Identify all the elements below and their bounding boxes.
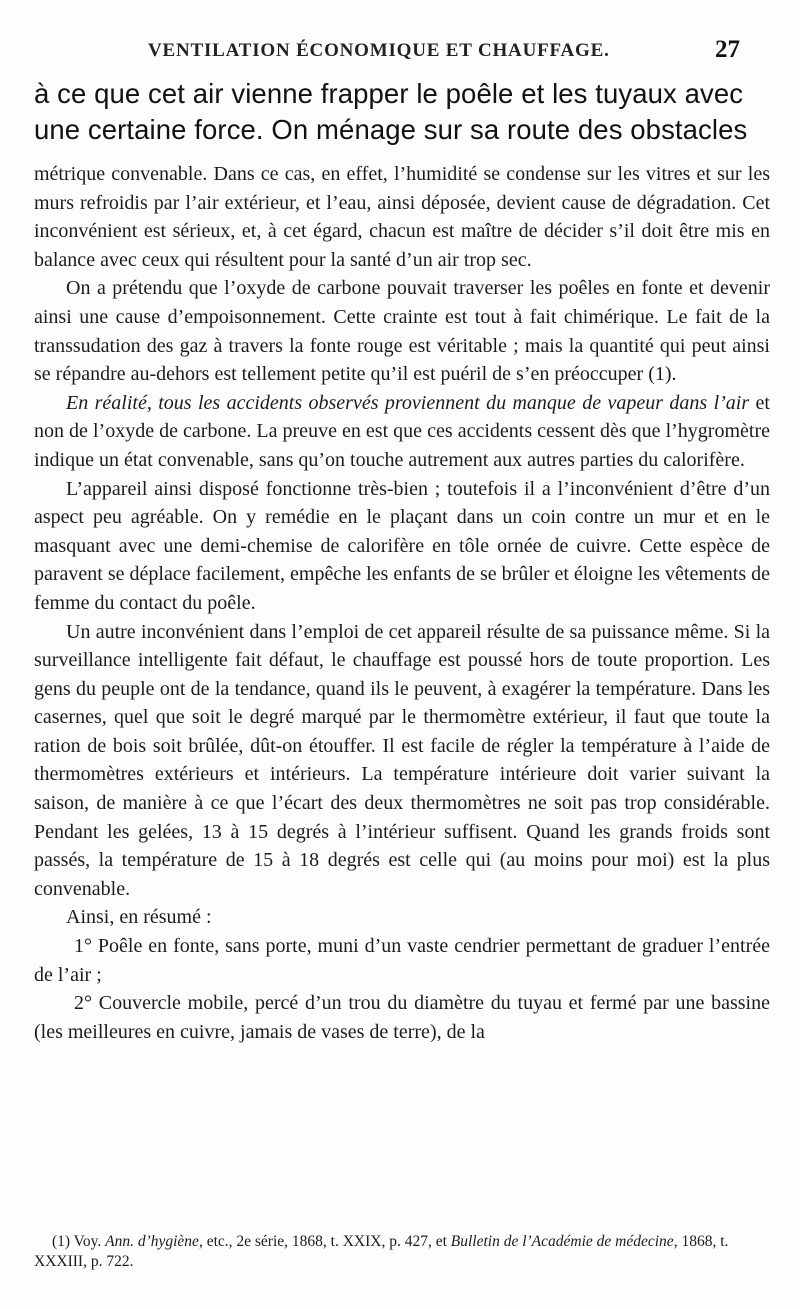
footnote-bulletin-title: Bulletin de l’Académie de médecine [450, 1233, 674, 1250]
paragraph-3 [34, 389, 770, 475]
footnote [34, 1232, 770, 1272]
overlap-line-2: une certaine force. On ménage sur sa route des obstacles [34, 114, 748, 145]
paragraph-3-rest: et non de l’oxyde de carbone. La preuve en est que ces accidents cessent dès que l’hygromètre indique un état convenable, sans qu’on touche autrement aux autres parties du calorifère. [34, 391, 770, 471]
footnote-1 [34, 1232, 770, 1272]
overlapping-text-strip [34, 76, 764, 148]
paragraph-5: Un autre inconvénient dans l’emploi de cet appareil résulte de sa puissance même. Si la surveillance intelligente fait défaut, le chauffage est poussé hors de toute proportion. Les gens du peuple ont de la tendance, quand ils le peuvent, à exagérer la température. Dans les casernes, quel que soit le degré marqué par le thermomètre extérieur, il faut que toute la ration de bois soit brûlée, dût-on étouffer. Il est facile de régler la température à l’aide de thermomètres extérieurs et intérieurs. La température intérieure doit varier suivant la saison, de manière à ce que l’écart des deux thermomètres ne soit pas trop considérable. Pendant les gelées, 13 à 15 degrés à l’intérieur suffisent. Quand les grands froids sont passés, la température de 15 à 18 degrés est celle qui (au moins pour moi) est la plus convenable. [34, 620, 770, 900]
footnote-text-1: (1) Voy. [52, 1233, 106, 1250]
summary-item-2: 2° Couvercle mobile, percé d’un trou du diamètre du tuyau et fermé par une bassine (les meilleures en cuivre, jamais de vases de terre), de la [34, 992, 770, 1043]
footnote-text-3: , 1868, t. XXXIII, p. 722. [34, 1233, 729, 1270]
paragraph-1: métrique convenable. Dans ce cas, en effet, l’humidité se condense sur les vitres et sur les murs refroidis par l’air extérieur, et l’eau, ainsi déposée, devient cause de dégradation. Cet inconvénient est sérieux, et, à cet égard, chacun est maître de décider s’il doit être mis en balance avec ceux qui résultent pour la santé d’un air trop sec. [34, 163, 770, 271]
summary-item-1: 1° Poêle en fonte, sans porte, muni d’un vaste cendrier permettant de graduer l’entrée de l’air ; [34, 935, 770, 986]
paragraph-2: On a prétendu que l’oxyde de carbone pouvait traverser les poêles en fonte et devenir ainsi une cause d’empoisonnement. Cette crainte est tout à fait chimérique. Le fait de la transsudation des gaz à travers la fonte rouge est véritable ; mais la quantité qui peut ainsi se répandre au-dehors est tellement petite qu’il est puéril de s’en préoccuper (1). [34, 277, 770, 386]
footnote-journal-title: Ann. d’hygiène [105, 1233, 199, 1250]
page-number: 27 [715, 36, 740, 63]
body-text [34, 160, 770, 1046]
paragraph-6: Ainsi, en résumé : [66, 906, 212, 929]
page-header [40, 38, 752, 68]
paragraph-3-italic: En réalité, tous les accidents observés proviennent du manque de vapeur dans l’air [66, 391, 750, 414]
paragraph-4: L’appareil ainsi disposé fonctionne très-bien ; toutefois il a l’inconvénient d’être d’un aspect peu agréable. On y remédie en le plaçant dans un coin contre un mur et en le masquant avec une demi-chemise de calorifère en tôle ornée de cuivre. Cette espèce de paravent se déplace facilement, empêche les enfants de se brûler et éloigne les vêtements de femme du contact du poêle. [34, 477, 770, 614]
footnote-text-2: , etc., 2e série, 1868, t. XXIX, p. 427, et [198, 1233, 451, 1250]
overlap-line-1: à ce que cet air vienne frapper le poêle et les tuyaux avec [34, 78, 744, 109]
running-title: VENTILATION ÉCONOMIQUE ET CHAUFFAGE. [148, 40, 610, 61]
